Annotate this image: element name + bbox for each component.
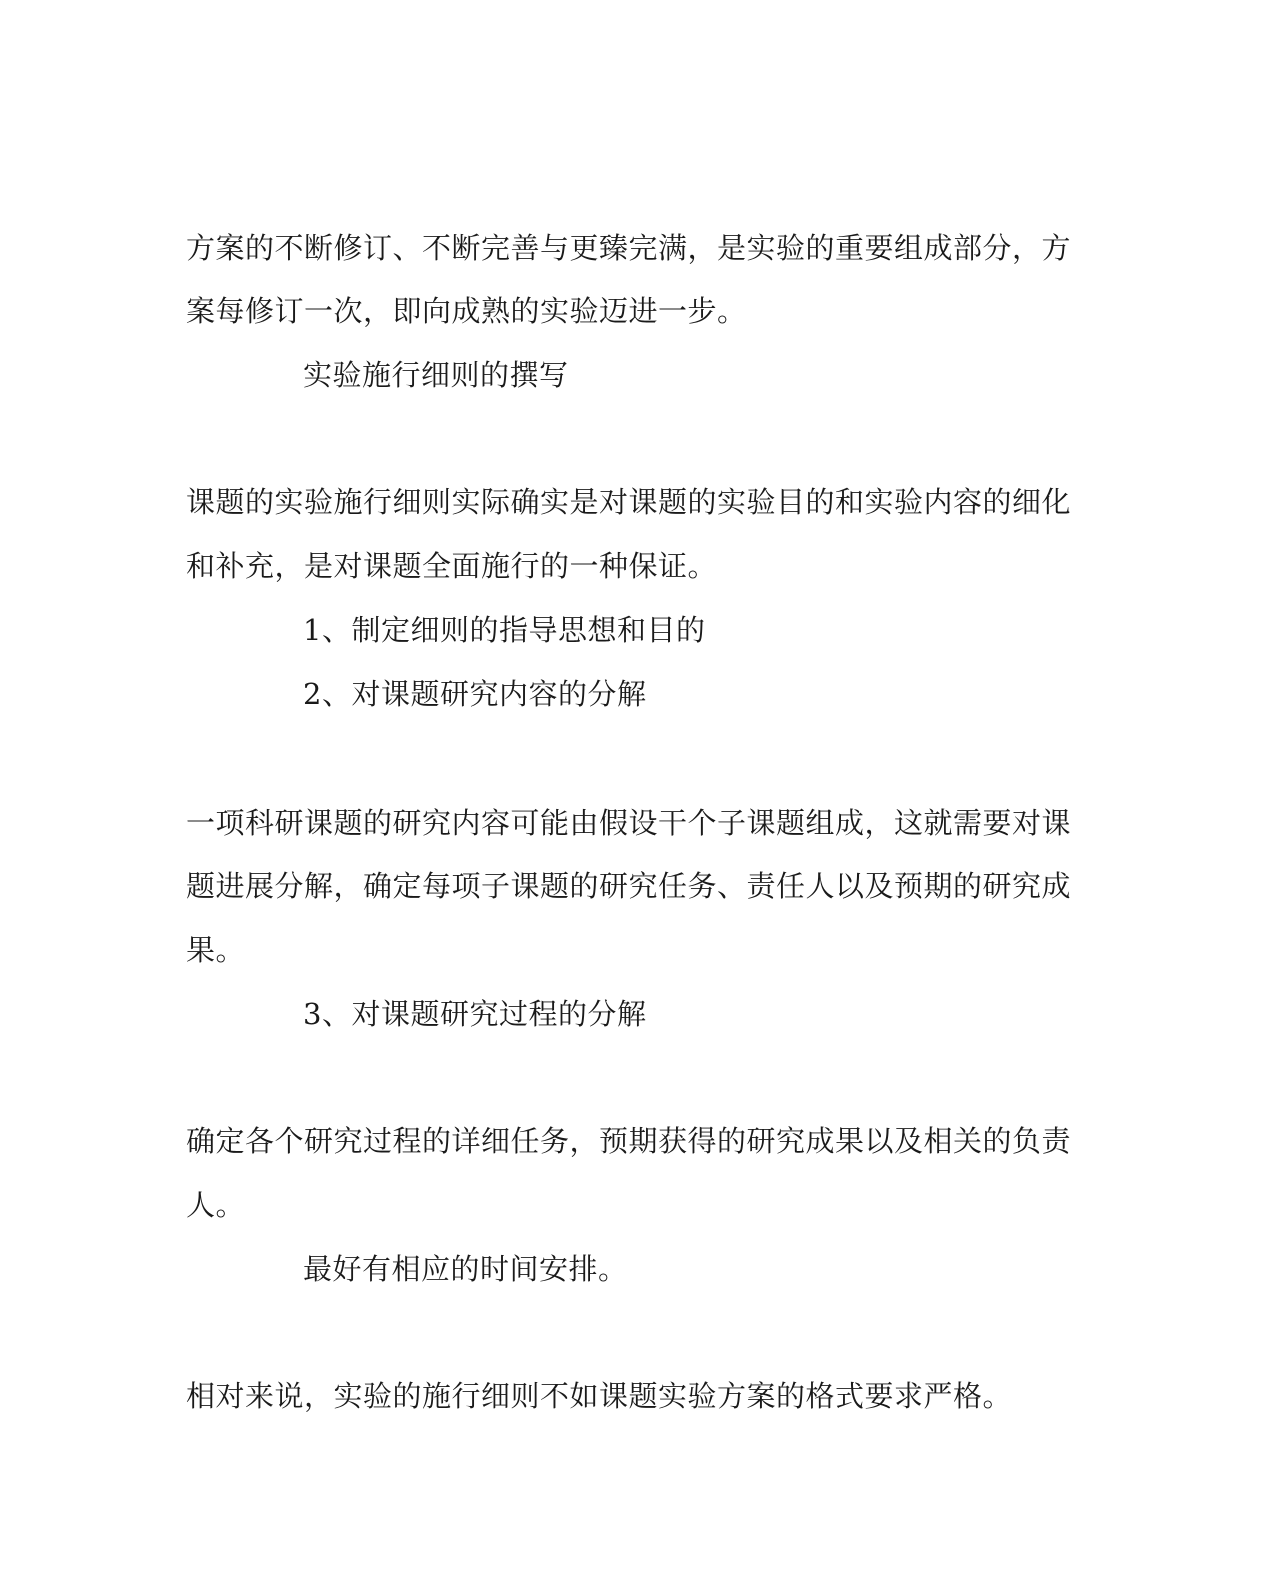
section-heading: 实验施行细则的撰写	[303, 358, 569, 392]
list-item-heading: 1、制定细则的指导思想和目的	[303, 613, 706, 647]
paragraph-line: 题进展分解，确定每项子课题的研究任务、责任人以及预期的研究成	[186, 869, 1072, 903]
paragraph-line: 案每修订一次，即向成熟的实验迈进一步。	[186, 294, 747, 328]
paragraph-line: 和补充，是对课题全面施行的一种保证。	[186, 549, 718, 583]
paragraph-line: 果。	[186, 933, 246, 967]
paragraph-line: 人。	[186, 1188, 246, 1222]
paragraph-line: 确定各个研究过程的详细任务，预期获得的研究成果以及相关的负责	[186, 1124, 1072, 1158]
paragraph-line: 最好有相应的时间安排。	[303, 1252, 628, 1286]
paragraph-line: 课题的实验施行细则实际确实是对课题的实验目的和实验内容的细化	[186, 485, 1072, 519]
paragraph-line: 相对来说，实验的施行细则不如课题实验方案的格式要求严格。	[186, 1379, 1013, 1413]
list-item-heading: 3、对课题研究过程的分解	[303, 997, 647, 1031]
paragraph-line: 一项科研课题的研究内容可能由假设干个子课题组成，这就需要对课	[186, 806, 1072, 840]
list-item-heading: 2、对课题研究内容的分解	[303, 677, 647, 711]
paragraph-line: 方案的不断修订、不断完善与更臻完满，是实验的重要组成部分，方	[186, 231, 1072, 265]
